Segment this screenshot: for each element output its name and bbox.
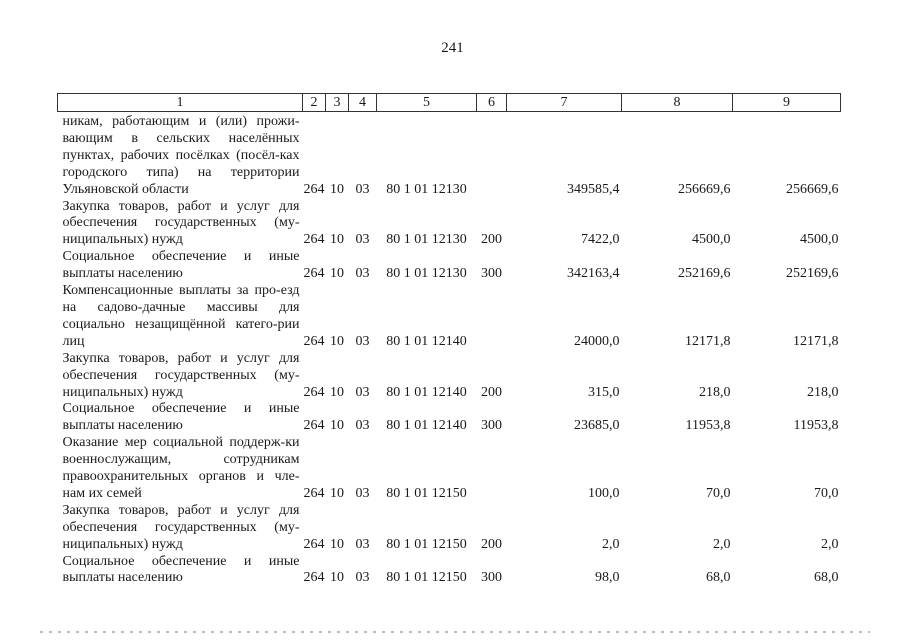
cell-expense-type: 300 bbox=[481, 418, 502, 434]
cell-ministry: 264 bbox=[303, 418, 325, 434]
cell-expense-type bbox=[477, 283, 507, 351]
scan-edge-artifact bbox=[40, 631, 870, 633]
cell-subsection: 03 bbox=[355, 536, 370, 552]
cell-ministry: 264 bbox=[303, 232, 325, 248]
cell-ministry: 264 bbox=[303, 181, 325, 197]
cell-amount-8: 11953,8 bbox=[685, 418, 731, 434]
table-row bbox=[58, 401, 841, 435]
cell-amount-7: 315,0 bbox=[588, 384, 620, 400]
col-header-4: 4 bbox=[349, 94, 377, 112]
cell-amount-7: 2,0 bbox=[602, 536, 620, 552]
table-row bbox=[58, 435, 841, 503]
col-header-8: 8 bbox=[622, 94, 733, 112]
cell-target-code: 80 1 01 12150 bbox=[386, 536, 467, 552]
cell-amount-9: 70,0 bbox=[814, 485, 839, 501]
col-header-5: 5 bbox=[377, 94, 477, 112]
row-description: никам, работающим и (или) прожи-вающим в сельских населённых пунктах, рабочих посёлках (посёл-ках городского типа) на территории Ульяновской области bbox=[62, 114, 300, 197]
budget-table bbox=[57, 93, 841, 587]
row-description: Социальное обеспечение и иные выплаты населению bbox=[62, 553, 300, 586]
cell-subsection: 03 bbox=[355, 384, 370, 400]
row-description: Закупка товаров, работ и услуг для обеспечения государственных (му-ниципальных) нужд bbox=[62, 350, 300, 400]
cell-subsection: 03 bbox=[355, 485, 370, 501]
cell-amount-7: 23685,0 bbox=[574, 418, 620, 434]
cell-expense-type bbox=[477, 112, 507, 199]
table-row bbox=[58, 249, 841, 283]
cell-subsection: 03 bbox=[355, 266, 370, 282]
table-row bbox=[58, 554, 841, 588]
cell-subsection: 03 bbox=[355, 570, 370, 586]
cell-section: 10 bbox=[330, 485, 344, 501]
cell-amount-9: 12171,8 bbox=[793, 333, 839, 349]
cell-target-code: 80 1 01 12150 bbox=[386, 485, 467, 501]
row-description: Закупка товаров, работ и услуг для обеспечения государственных (му-ниципальных) нужд bbox=[62, 502, 300, 552]
row-description: Социальное обеспечение и иные выплаты населению bbox=[62, 249, 300, 282]
cell-expense-type: 200 bbox=[481, 232, 502, 248]
row-description: Закупка товаров, работ и услуг для обеспечения государственных (му-ниципальных) нужд bbox=[62, 198, 300, 248]
cell-amount-9: 218,0 bbox=[807, 384, 839, 400]
cell-amount-8: 218,0 bbox=[699, 384, 731, 400]
cell-ministry: 264 bbox=[303, 485, 325, 501]
cell-target-code: 80 1 01 12130 bbox=[386, 232, 467, 248]
cell-amount-7: 100,0 bbox=[588, 485, 620, 501]
cell-ministry: 264 bbox=[303, 266, 325, 282]
cell-amount-8: 252169,6 bbox=[678, 266, 731, 282]
cell-amount-8: 70,0 bbox=[706, 485, 731, 501]
cell-target-code: 80 1 01 12150 bbox=[386, 570, 467, 586]
cell-expense-type: 300 bbox=[481, 266, 502, 282]
table-row bbox=[58, 283, 841, 351]
header-row bbox=[58, 94, 841, 112]
cell-expense-type bbox=[477, 435, 507, 503]
row-description: Оказание мер социальной поддерж-ки военнослужащим, сотрудникам правоохранительных органов и чле-нам их семей bbox=[62, 435, 300, 501]
cell-subsection: 03 bbox=[355, 181, 370, 197]
row-description: Компенсационные выплаты за про-езд на садово-дачные массивы для социально незащищённой катего-рии лиц bbox=[62, 283, 300, 349]
col-header-2: 2 bbox=[303, 94, 326, 112]
col-header-9: 9 bbox=[733, 94, 841, 112]
cell-amount-7: 24000,0 bbox=[574, 333, 620, 349]
cell-target-code: 80 1 01 12130 bbox=[386, 181, 467, 197]
cell-target-code: 80 1 01 12140 bbox=[386, 418, 467, 434]
table-row bbox=[58, 199, 841, 250]
col-header-1: 1 bbox=[58, 94, 303, 112]
cell-amount-9: 4500,0 bbox=[800, 232, 839, 248]
col-header-7: 7 bbox=[507, 94, 622, 112]
cell-ministry: 264 bbox=[303, 333, 325, 349]
cell-amount-8: 256669,6 bbox=[678, 181, 731, 197]
cell-section: 10 bbox=[330, 384, 344, 400]
cell-ministry: 264 bbox=[303, 384, 325, 400]
cell-amount-8: 68,0 bbox=[706, 570, 731, 586]
table-row bbox=[58, 503, 841, 554]
cell-amount-7: 342163,4 bbox=[567, 266, 620, 282]
cell-expense-type: 300 bbox=[481, 570, 502, 586]
cell-section: 10 bbox=[330, 570, 344, 586]
cell-section: 10 bbox=[330, 266, 344, 282]
cell-amount-9: 68,0 bbox=[814, 570, 839, 586]
cell-target-code: 80 1 01 12130 bbox=[386, 266, 467, 282]
cell-section: 10 bbox=[330, 333, 344, 349]
cell-amount-7: 7422,0 bbox=[581, 232, 620, 248]
cell-amount-7: 349585,4 bbox=[567, 181, 620, 197]
cell-section: 10 bbox=[330, 418, 344, 434]
cell-expense-type: 200 bbox=[481, 536, 502, 552]
cell-amount-9: 2,0 bbox=[821, 536, 839, 552]
cell-amount-9: 252169,6 bbox=[786, 266, 839, 282]
cell-amount-8: 12171,8 bbox=[685, 333, 731, 349]
cell-subsection: 03 bbox=[355, 418, 370, 434]
col-header-3: 3 bbox=[326, 94, 349, 112]
cell-amount-9: 256669,6 bbox=[786, 181, 839, 197]
page-number: 241 bbox=[441, 40, 464, 56]
cell-ministry: 264 bbox=[303, 536, 325, 552]
cell-amount-7: 98,0 bbox=[595, 570, 620, 586]
row-description: Социальное обеспечение и иные выплаты населению bbox=[62, 401, 300, 434]
cell-amount-9: 11953,8 bbox=[793, 418, 839, 434]
cell-section: 10 bbox=[330, 232, 344, 248]
table-row bbox=[58, 112, 841, 199]
cell-expense-type: 200 bbox=[481, 384, 502, 400]
cell-amount-8: 2,0 bbox=[713, 536, 731, 552]
cell-target-code: 80 1 01 12140 bbox=[386, 333, 467, 349]
cell-subsection: 03 bbox=[355, 333, 370, 349]
cell-section: 10 bbox=[330, 536, 344, 552]
cell-subsection: 03 bbox=[355, 232, 370, 248]
cell-amount-8: 4500,0 bbox=[692, 232, 731, 248]
cell-target-code: 80 1 01 12140 bbox=[386, 384, 467, 400]
col-header-6: 6 bbox=[477, 94, 507, 112]
table-row bbox=[58, 351, 841, 402]
cell-ministry: 264 bbox=[303, 570, 325, 586]
cell-section: 10 bbox=[330, 181, 344, 197]
